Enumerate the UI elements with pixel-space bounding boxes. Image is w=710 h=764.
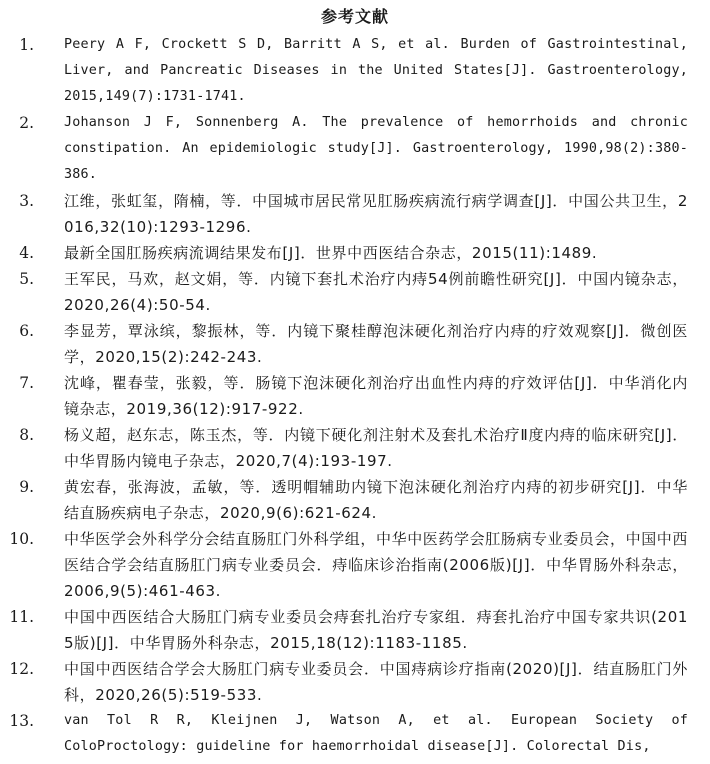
reference-number: 3. xyxy=(19,192,34,210)
reference-text: 江维，张虹玺，隋楠，等．中国城市居民常见肛肠疾病流行病学调查[J]．中国公共卫生，2016,32(10):1293-1296. xyxy=(64,192,688,236)
reference-item xyxy=(0,32,710,110)
reference-item xyxy=(0,604,710,656)
reference-item xyxy=(0,240,710,266)
reference-item xyxy=(0,188,710,240)
reference-text: 沈峰，瞿春莹，张毅，等．肠镜下泡沫硬化剂治疗出血性内痔的疗效评估[J]．中华消化内镜杂志，2019,36(12):917-922. xyxy=(64,374,688,418)
page-title: 参考文献 xyxy=(320,7,389,26)
reference-number: 4. xyxy=(19,244,34,262)
reference-number: 8. xyxy=(19,426,34,444)
reference-number: 10. xyxy=(9,530,34,548)
reference-text: 最新全国肛肠疾病流调结果发布[J]．世界中西医结合杂志，2015(11):1489. xyxy=(64,244,598,262)
reference-text: Johanson J F, Sonnenberg A. The prevalence of hemorrhoids and chronic constipation. An epidemiologic study[J]. Gastroenterology, 1990,98(2):380-386. xyxy=(64,115,688,182)
reference-text: 王军民，马欢，赵文娟，等．内镜下套扎术治疗内痔54例前瞻性研究[J]．中国内镜杂志，2020,26(4):50-54. xyxy=(64,270,688,314)
reference-item xyxy=(0,318,710,370)
reference-number: 5. xyxy=(19,270,34,288)
reference-list xyxy=(0,32,710,760)
reference-item xyxy=(0,422,710,474)
reference-number: 13. xyxy=(9,712,34,730)
reference-text: 杨义超，赵东志，陈玉杰，等．内镜下硬化剂注射术及套扎术治疗Ⅱ度内痔的临床研究[J]．中华胃肠内镜电子杂志，2020,7(4):193-197. xyxy=(64,426,688,470)
reference-item xyxy=(0,656,710,708)
reference-number: 7. xyxy=(19,374,34,392)
reference-number: 11. xyxy=(9,608,34,626)
reference-item xyxy=(0,474,710,526)
reference-item xyxy=(0,708,710,760)
reference-number: 2. xyxy=(19,114,34,132)
reference-number: 12. xyxy=(9,660,34,678)
reference-text: 中国中西医结合学会大肠肛门病专业委员会．中国痔病诊疗指南(2020)[J]．结直肠肛门外科，2020,26(5):519-533. xyxy=(64,660,688,704)
reference-item xyxy=(0,370,710,422)
reference-number: 1. xyxy=(19,36,34,54)
reference-text: Peery A F, Crockett S D, Barritt A S, et al. Burden of Gastrointestinal, Liver, and Pancreatic Diseases in the United States[J]. Gastroenterology, 2015,149(7):1731-1741. xyxy=(64,37,688,104)
reference-number: 9. xyxy=(19,478,34,496)
reference-number: 6. xyxy=(19,322,34,340)
reference-text: 中国中西医结合大肠肛门病专业委员会痔套扎治疗专家组．痔套扎治疗中国专家共识(2015版)[J]．中华胃肠外科杂志，2015,18(12):1183-1185. xyxy=(64,608,688,652)
reference-text: van Tol R R, Kleijnen J, Watson A, et al. European Society of ColoProctology: guideline for haemorrhoidal disease[J]. Colorectal Dis, xyxy=(64,713,688,754)
reference-item xyxy=(0,266,710,318)
reference-text: 李显芳，覃泳缤，黎振林，等．内镜下聚桂醇泡沫硬化剂治疗内痔的疗效观察[J]．微创医学，2020,15(2):242-243. xyxy=(64,322,688,366)
reference-item xyxy=(0,110,710,188)
reference-text: 中华医学会外科学分会结直肠肛门外科学组，中华中医药学会肛肠病专业委员会，中国中西医结合学会结直肠肛门病专业委员会．痔临床诊治指南(2006版)[J]．中华胃肠外科杂志，2006,9(5):461-463. xyxy=(64,530,689,600)
reference-item xyxy=(0,526,710,604)
reference-text: 黄宏春，张海波，孟敏，等．透明帽辅助内镜下泡沫硬化剂治疗内痔的初步研究[J]．中华结直肠疾病电子杂志，2020,9(6):621-624. xyxy=(64,478,688,522)
